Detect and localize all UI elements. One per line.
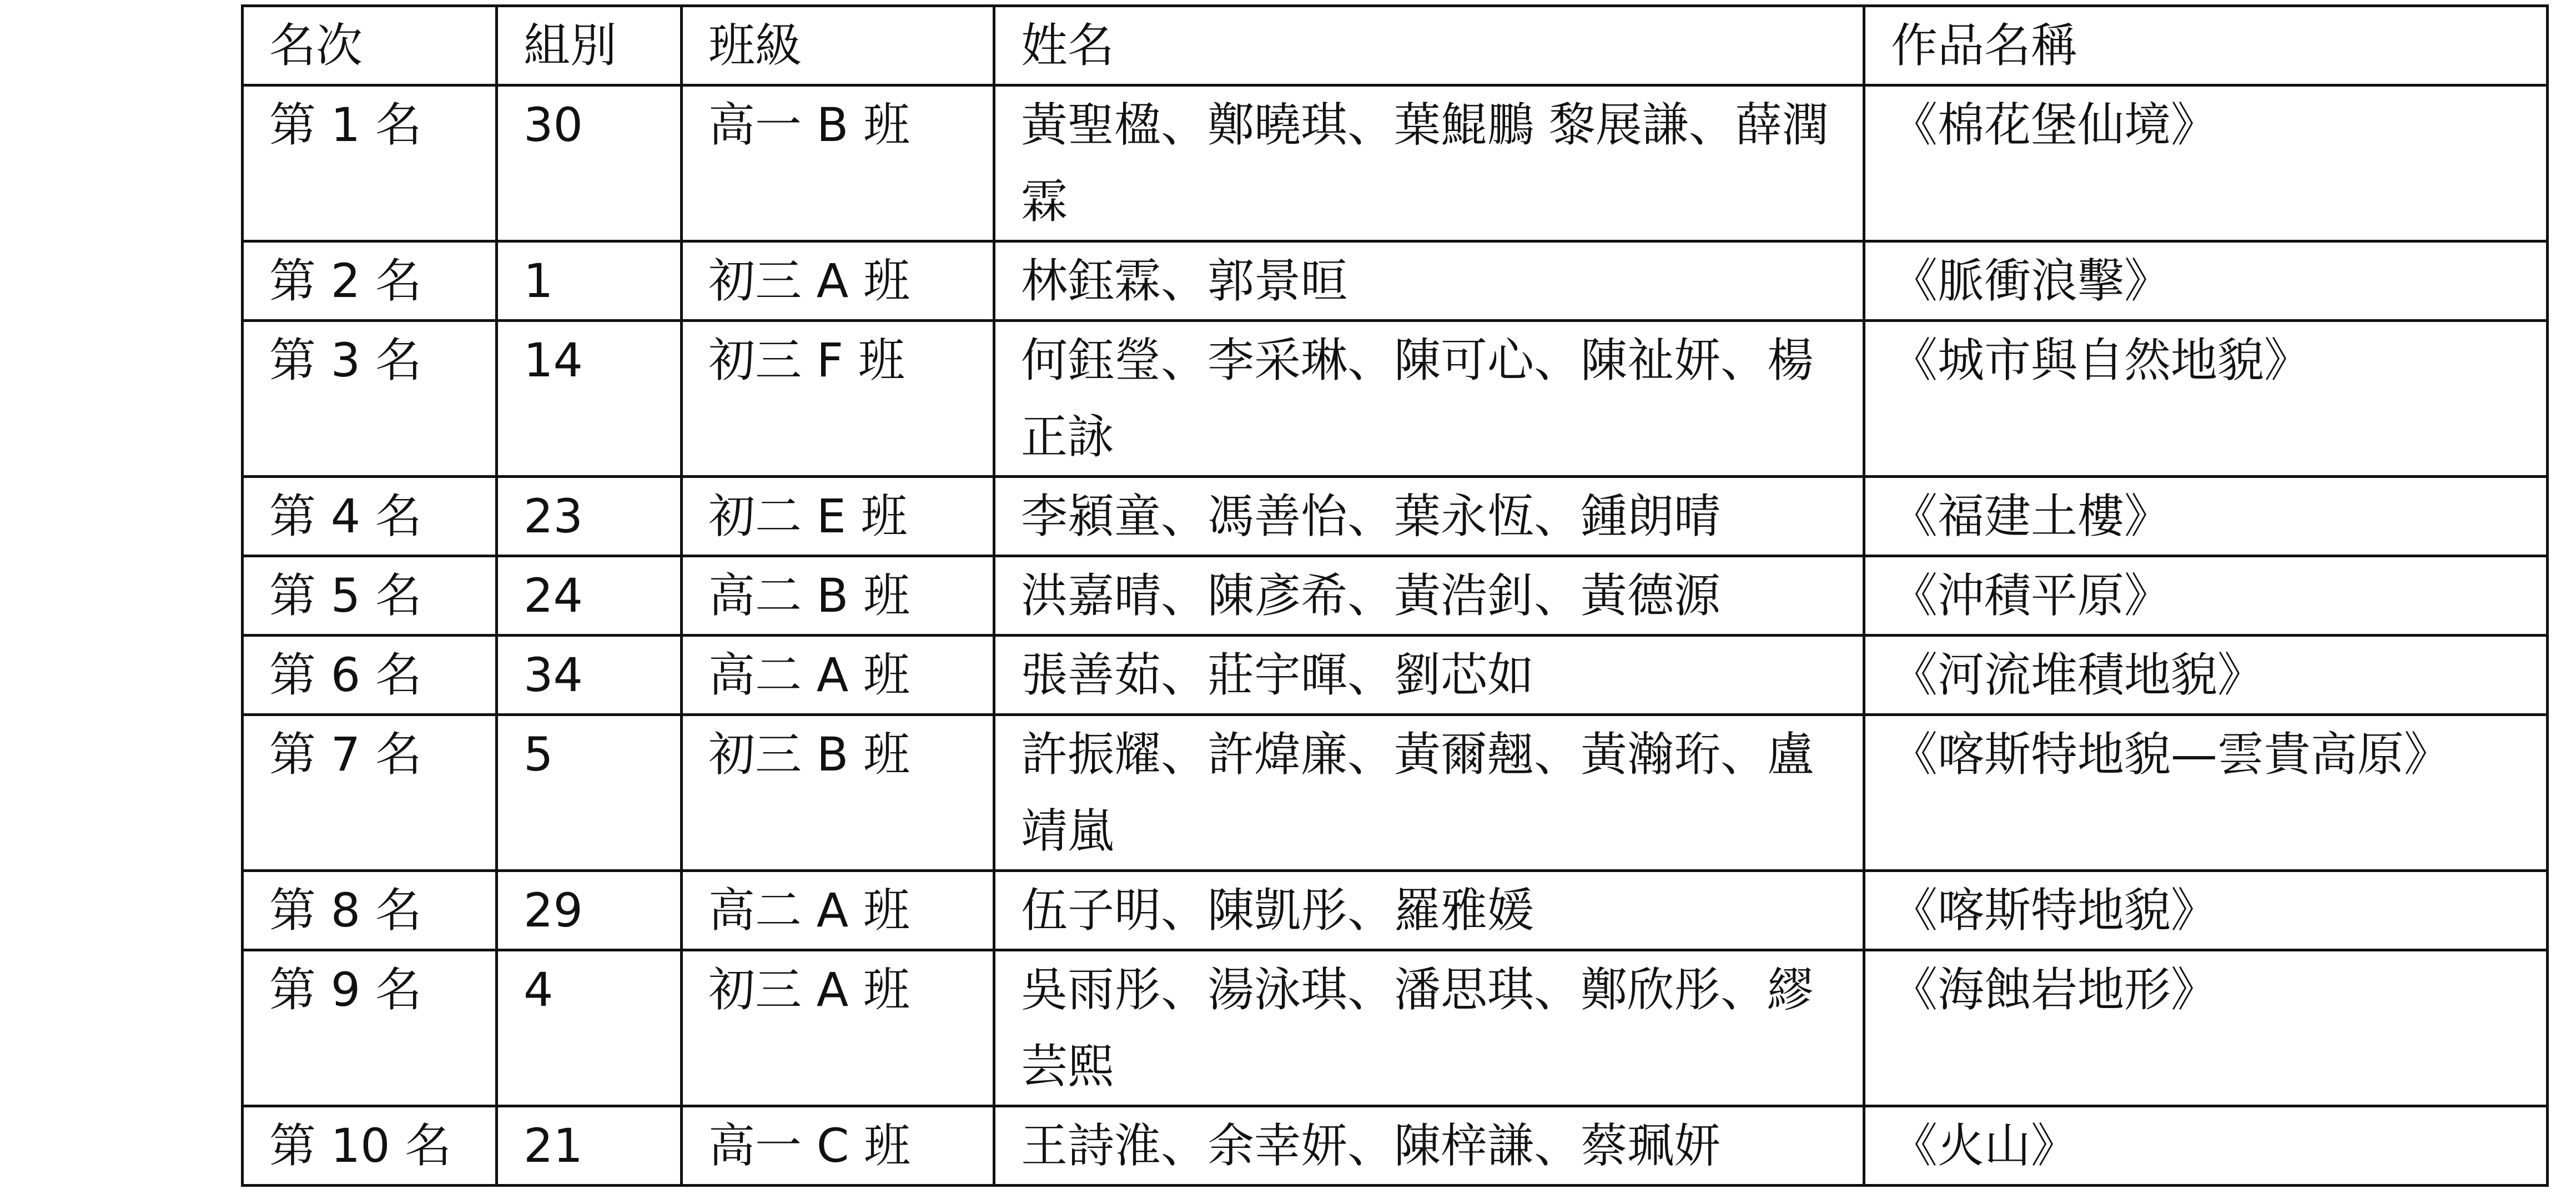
- class-cell: 初三 A 班: [682, 950, 994, 1106]
- header-names: 姓名: [994, 6, 1864, 85]
- rank-cell: 第 10 名: [243, 1106, 497, 1186]
- class-cell: 高二 B 班: [682, 556, 994, 636]
- header-row: [243, 6, 2548, 85]
- class-cell: 初三 B 班: [682, 715, 994, 871]
- group-cell: 34: [497, 636, 682, 715]
- header-work-title: 作品名稱: [1864, 6, 2548, 85]
- table-row: [243, 85, 2548, 241]
- names-cell: 吳雨彤、湯泳琪、潘思琪、鄭欣彤、繆芸熙: [994, 950, 1864, 1106]
- names-cell: 李潁童、馮善怡、葉永恆、鍾朗晴: [994, 477, 1864, 556]
- names-cell: 何鈺瑩、李采琳、陳可心、陳祉妍、楊正詠: [994, 321, 1864, 477]
- header-group: 組別: [497, 6, 682, 85]
- work-title-cell: 《河流堆積地貌》: [1864, 636, 2548, 715]
- names-cell: 伍子明、陳凱彤、羅雅媛: [994, 871, 1864, 950]
- names-cell: 黃聖楹、鄭曉琪、葉鯤鵬 黎展謙、薛潤霖: [994, 85, 1864, 241]
- work-title-cell: 《城市與自然地貌》: [1864, 321, 2548, 477]
- class-cell: 初三 A 班: [682, 241, 994, 321]
- rank-cell: 第 7 名: [243, 715, 497, 871]
- rank-cell: 第 9 名: [243, 950, 497, 1106]
- work-title-cell: 《沖積平原》: [1864, 556, 2548, 636]
- names-cell: 林鈺霖、郭景晅: [994, 241, 1864, 321]
- work-title-cell: 《火山》: [1864, 1106, 2548, 1186]
- names-cell: 洪嘉晴、陳彥希、黃浩釗、黃德源: [994, 556, 1864, 636]
- names-cell: 王詩淮、余幸妍、陳梓謙、蔡珮妍: [994, 1106, 1864, 1186]
- table-row: [243, 1106, 2548, 1186]
- group-cell: 14: [497, 321, 682, 477]
- work-title-cell: 《福建土樓》: [1864, 477, 2548, 556]
- table-row: [243, 241, 2548, 321]
- header-class: 班級: [682, 6, 994, 85]
- table-row: [243, 556, 2548, 636]
- work-title-cell: 《海蝕岩地形》: [1864, 950, 2548, 1106]
- group-cell: 1: [497, 241, 682, 321]
- class-cell: 初二 E 班: [682, 477, 994, 556]
- header-rank: 名次: [243, 6, 497, 85]
- table-row: [243, 950, 2548, 1106]
- group-cell: 30: [497, 85, 682, 241]
- class-cell: 初三 F 班: [682, 321, 994, 477]
- work-title-cell: 《喀斯特地貌—雲貴高原》: [1864, 715, 2548, 871]
- work-title-cell: 《棉花堡仙境》: [1864, 85, 2548, 241]
- group-cell: 5: [497, 715, 682, 871]
- group-cell: 21: [497, 1106, 682, 1186]
- names-cell: 張善茹、莊宇暉、劉芯如: [994, 636, 1864, 715]
- group-cell: 29: [497, 871, 682, 950]
- rank-cell: 第 4 名: [243, 477, 497, 556]
- group-cell: 24: [497, 556, 682, 636]
- work-title-cell: 《喀斯特地貌》: [1864, 871, 2548, 950]
- work-title-cell: 《脈衝浪擊》: [1864, 241, 2548, 321]
- rank-cell: 第 1 名: [243, 85, 497, 241]
- table-row: [243, 477, 2548, 556]
- class-cell: 高二 A 班: [682, 871, 994, 950]
- rank-cell: 第 8 名: [243, 871, 497, 950]
- names-cell: 許振耀、許煒廉、黃爾翹、黃瀚珩、盧靖嵐: [994, 715, 1864, 871]
- rank-cell: 第 6 名: [243, 636, 497, 715]
- rank-cell: 第 5 名: [243, 556, 497, 636]
- class-cell: 高二 A 班: [682, 636, 994, 715]
- table-row: [243, 871, 2548, 950]
- table-row: [243, 636, 2548, 715]
- group-cell: 4: [497, 950, 682, 1106]
- class-cell: 高一 B 班: [682, 85, 994, 241]
- results-table: [241, 4, 2549, 1187]
- table-row: [243, 321, 2548, 477]
- table-row: [243, 715, 2548, 871]
- group-cell: 23: [497, 477, 682, 556]
- class-cell: 高一 C 班: [682, 1106, 994, 1186]
- rank-cell: 第 3 名: [243, 321, 497, 477]
- rank-cell: 第 2 名: [243, 241, 497, 321]
